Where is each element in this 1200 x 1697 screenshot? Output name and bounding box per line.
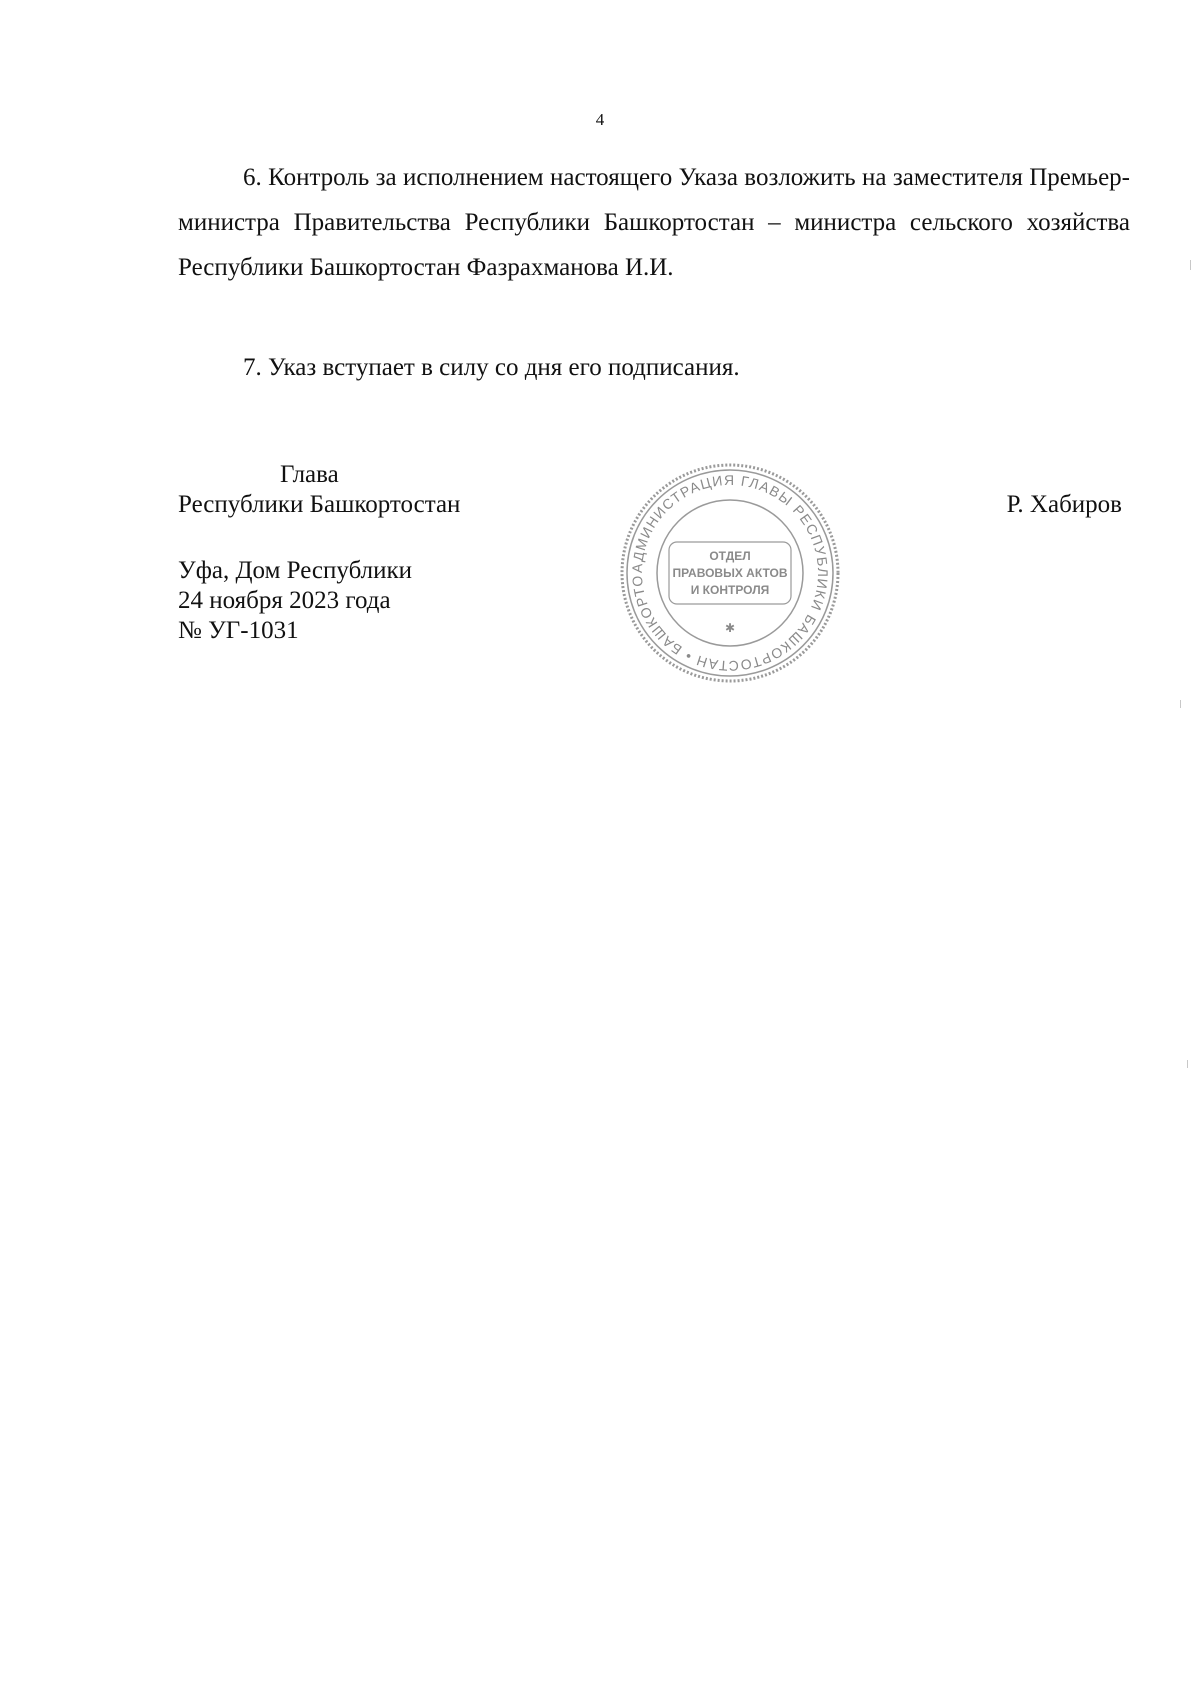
signatory-title-line2: Республики Башкортостан — [178, 491, 461, 518]
stamp-outer-text: АДМИНИСТРАЦИЯ ГЛАВЫ РЕСПУБЛИКИ БАШКОРТОСТАН • БАШКОРТО — [628, 471, 832, 675]
stamp-center-line1: ОТДЕЛ — [709, 549, 751, 563]
page-number: 4 — [595, 110, 605, 129]
decree-number: № УГ-1031 — [178, 617, 299, 644]
paragraph-6 — [178, 155, 1130, 290]
scan-edge-mark — [1180, 700, 1181, 708]
place-and-date — [178, 556, 412, 646]
signatory-title — [178, 460, 460, 520]
scan-edge-mark — [1187, 1060, 1188, 1068]
signatory-title-line1: Глава — [280, 461, 339, 488]
scan-edge-mark — [1190, 260, 1191, 270]
stamp-center-line2: ПРАВОВЫХ АКТОВ — [672, 566, 788, 580]
paragraph-7 — [178, 345, 1130, 390]
signing-place: Уфа, Дом Республики — [178, 557, 413, 584]
official-stamp — [617, 460, 843, 686]
paragraph-7-text: 7. Указ вступает в силу со дня его подписания. — [243, 354, 740, 381]
stamp-star-icon: ✱ — [724, 621, 736, 635]
stamp-seal-graphic — [617, 460, 843, 686]
stamp-center-line3: И КОНТРОЛЯ — [690, 583, 770, 597]
paragraph-6-text: 6. Контроль за исполнением настоящего Указа возложить на заместителя Премьер-министра Правительства Республики Башкортостан – министра сельского хозяйства Республики Башкортостан Фазрахманова И.И. — [178, 164, 1130, 281]
signatory-name: Р. Хабиров — [1006, 491, 1122, 518]
signing-date: 24 ноября 2023 года — [178, 587, 391, 614]
